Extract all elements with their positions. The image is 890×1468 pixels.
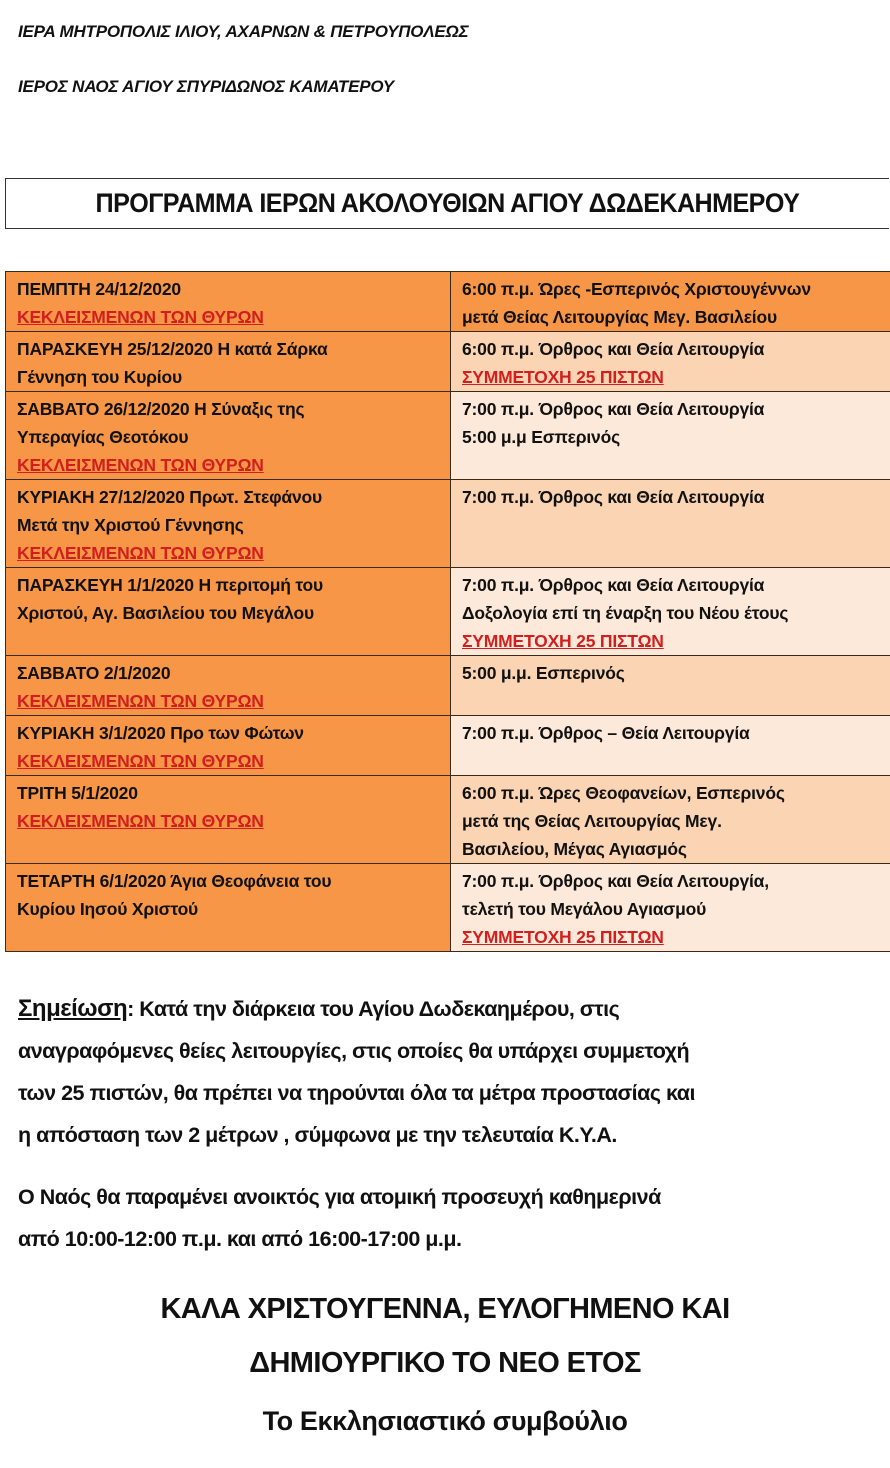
note-line: : Κατά την διάρκεια του Αγίου Δωδεκαημέρου, στις <box>127 997 620 1021</box>
day-cell <box>6 656 451 716</box>
attendance-note: ΣΥΜΜΕΤΟΧΗ 25 ΠΙΣΤΩΝ <box>462 927 664 947</box>
closed-doors-note: ΚΕΚΛΕΙΣΜΕΝΩΝ ΤΩΝ ΘΥΡΩΝ <box>17 455 264 475</box>
page-title: ΠΡΟΓΡΑΜΜΑ ΙΕΡΩΝ ΑΚΟΛΟΥΘΙΩΝ ΑΓΙΟΥ ΔΩΔΕΚΑΗΜΕΡΟΥ <box>95 188 800 218</box>
opening-hours-paragraph <box>18 1176 878 1260</box>
greeting-line: ΚΑΛΑ ΧΡΙΣΤΟΥΓΕΝΝΑ, ΕΥΛΟΓΗΜΕΝΟ ΚΑΙ <box>160 1293 730 1325</box>
closed-doors-note: ΚΕΚΛΕΙΣΜΕΝΩΝ ΤΩΝ ΘΥΡΩΝ <box>17 751 264 771</box>
greeting-line: ΔΗΜΙΟΥΡΓΙΚΟ ΤΟ ΝΕΟ ΕΤΟΣ <box>249 1347 641 1379</box>
hours-line: Ο Ναός θα παραμένει ανοικτός για ατομική προσευχή καθημερινά <box>18 1185 661 1209</box>
services-cell <box>451 272 890 332</box>
schedule-row <box>6 272 890 332</box>
services-cell <box>451 864 890 952</box>
schedule-row <box>6 332 890 392</box>
day-text: Κυρίου Ιησού Χριστού <box>17 899 199 919</box>
day-cell <box>6 776 451 864</box>
service-text: 7:00 π.μ. Όρθρος και Θεία Λειτουργία <box>462 399 765 419</box>
note-line: αναγραφόμενες θείες λειτουργίες, στις οποίες θα υπάρχει συμμετοχή <box>18 1039 690 1063</box>
day-cell <box>6 392 451 480</box>
services-cell <box>451 776 890 864</box>
day-text: ΣΑΒΒΑΤΟ 26/12/2020 Η Σύναξις της <box>17 399 305 419</box>
services-cell <box>451 392 890 480</box>
services-cell <box>451 716 890 776</box>
services-cell <box>451 480 890 568</box>
day-cell <box>6 332 451 392</box>
day-text: ΠΑΡΑΣΚΕΥΗ 1/1/2020 Η περιτομή του <box>17 575 324 595</box>
closed-doors-note: ΚΕΚΛΕΙΣΜΕΝΩΝ ΤΩΝ ΘΥΡΩΝ <box>17 307 264 327</box>
service-text: Δοξολογία επί τη έναρξη του Νέου έτους <box>462 603 789 623</box>
service-text: Βασιλείου, Μέγας Αγιασμός <box>462 839 687 859</box>
day-text: Χριστού, Αγ. Βασιλείου του Μεγάλου <box>17 603 314 623</box>
attendance-note: ΣΥΜΜΕΤΟΧΗ 25 ΠΙΣΤΩΝ <box>462 367 664 387</box>
day-cell <box>6 272 451 332</box>
attendance-note: ΣΥΜΜΕΤΟΧΗ 25 ΠΙΣΤΩΝ <box>462 631 664 651</box>
schedule-row <box>6 656 890 716</box>
schedule-row <box>6 864 890 952</box>
day-text: ΚΥΡΙΑΚΗ 3/1/2020 Προ των Φώτων <box>17 723 304 743</box>
schedule-row <box>6 480 890 568</box>
closed-doors-note: ΚΕΚΛΕΙΣΜΕΝΩΝ ΤΩΝ ΘΥΡΩΝ <box>17 691 264 711</box>
note-paragraph <box>18 988 878 1156</box>
day-text: ΤΕΤΑΡΤΗ 6/1/2020 Άγια Θεοφάνεια του <box>17 871 332 891</box>
signature: Το Εκκλησιαστικό συμβούλιο <box>262 1406 628 1436</box>
service-text: 6:00 π.μ. Ώρες -Εσπερινός Χριστουγέννων <box>462 279 811 299</box>
metropolis-heading: ΙΕΡΑ ΜΗΤΡΟΠΟΛΙΣ ΙΛΙΟΥ, ΑΧΑΡΝΩΝ & ΠΕΤΡΟΥΠΟΛΕΩΣ <box>18 22 469 41</box>
closed-doors-note: ΚΕΚΛΕΙΣΜΕΝΩΝ ΤΩΝ ΘΥΡΩΝ <box>17 811 264 831</box>
day-cell <box>6 864 451 952</box>
day-text: ΣΑΒΒΑΤΟ 2/1/2020 <box>17 663 171 683</box>
day-text: Γέννηση του Κυρίου <box>17 367 182 387</box>
schedule-body <box>6 272 890 952</box>
service-text: 5:00 μ.μ Εσπερινός <box>462 427 620 447</box>
service-text: 5:00 μ.μ. Εσπερινός <box>462 663 625 683</box>
note-line: η απόσταση των 2 μέτρων , σύμφωνα με την τελευταία Κ.Υ.Α. <box>18 1123 617 1147</box>
closed-doors-note: ΚΕΚΛΕΙΣΜΕΝΩΝ ΤΩΝ ΘΥΡΩΝ <box>17 543 264 563</box>
service-text: 7:00 π.μ. Όρθρος και Θεία Λειτουργία <box>462 487 765 507</box>
service-text: 7:00 π.μ. Όρθρος – Θεία Λειτουργία <box>462 723 750 743</box>
hours-line: από 10:00-12:00 π.μ. και από 16:00-17:00 μ.μ. <box>18 1227 462 1251</box>
service-text: 6:00 π.μ. Όρθρος και Θεία Λειτουργία <box>462 339 765 359</box>
day-text: ΠΕΜΠΤΗ 24/12/2020 <box>17 279 181 299</box>
services-cell <box>451 568 890 656</box>
day-cell <box>6 480 451 568</box>
service-text: μετά Θείας Λειτουργίας Μεγ. Βασιλείου <box>462 307 777 327</box>
schedule-row <box>6 392 890 480</box>
church-heading: ΙΕΡΟΣ ΝΑΟΣ ΑΓΙΟΥ ΣΠΥΡΙΔΩΝΟΣ ΚΑΜΑΤΕΡΟΥ <box>18 77 394 96</box>
title-box <box>5 178 889 229</box>
day-cell <box>6 568 451 656</box>
schedule-row <box>6 716 890 776</box>
service-text: 7:00 π.μ. Όρθρος και Θεία Λειτουργία <box>462 575 765 595</box>
schedule-row <box>6 568 890 656</box>
schedule-table <box>5 271 890 952</box>
day-cell <box>6 716 451 776</box>
service-text: 7:00 π.μ. Όρθρος και Θεία Λειτουργία, <box>462 871 769 891</box>
note-label: Σημείωση <box>18 995 128 1022</box>
services-cell <box>451 656 890 716</box>
day-text: ΠΑΡΑΣΚΕΥΗ 25/12/2020 Η κατά Σάρκα <box>17 339 328 359</box>
note-line: των 25 πιστών, θα πρέπει να τηρούνται όλα τα μέτρα προστασίας και <box>18 1081 695 1105</box>
service-text: μετά της Θείας Λειτουργίας Μεγ. <box>462 811 722 831</box>
day-text: Μετά την Χριστού Γέννησης <box>17 515 244 535</box>
day-text: ΚΥΡΙΑΚΗ 27/12/2020 Πρωτ. Στεφάνου <box>17 487 322 507</box>
service-text: 6:00 π.μ. Ώρες Θεοφανείων, Εσπερινός <box>462 783 785 803</box>
services-cell <box>451 332 890 392</box>
day-text: Υπεραγίας Θεοτόκου <box>17 427 189 447</box>
schedule-row <box>6 776 890 864</box>
service-text: τελετή του Μεγάλου Αγιασμού <box>462 899 707 919</box>
day-text: ΤΡΙΤΗ 5/1/2020 <box>17 783 138 803</box>
greeting <box>0 1282 890 1390</box>
